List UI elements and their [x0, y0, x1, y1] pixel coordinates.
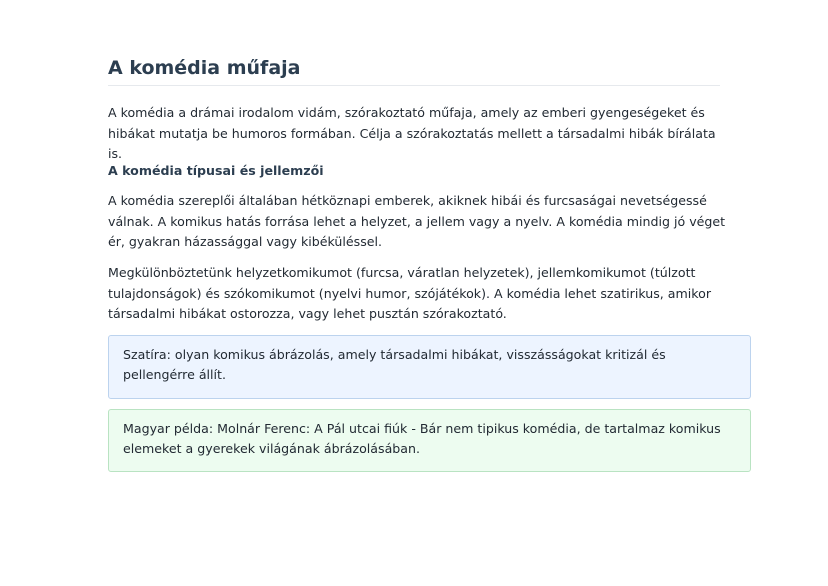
- intro-paragraph: A komédia a drámai irodalom vidám, szórakoztató műfaja, amely az emberi gyengeségeket és hibákat mutatja be humoros formában. Célja a szórakoztatás mellett a társadalmi hibák bírálata is.: [108, 105, 716, 161]
- section-heading: A komédia típusai és jellemzői: [108, 163, 324, 178]
- body-paragraph-characters: A komédia szereplői általában hétköznapi emberek, akiknek hibái és furcsaságai nevetségessé válnak. A komikus hatás forrása lehet a helyzet, a jellem vagy a nyelv. A komédia mindig jó véget ér, gyakran házassággal vagy kibéküléssel.: [108, 193, 726, 249]
- article: [108, 52, 751, 456]
- body-paragraph-types: Megkülönböztetünk helyzetkomikumot (furcsa, váratlan helyzetek), jellemkomikumot (túlzott tulajdonságok) és szókomikumot (nyelvi humor, szójátékok). A komédia lehet szatirikus, amikor társadalmi hibákat ostorozza, vagy lehet pusztán szórakoztató.: [108, 265, 712, 321]
- definition-text: Szatíra: olyan komikus ábrázolás, amely társadalmi hibákat, visszásságokat kritizál és pellengérre állít.: [123, 347, 666, 382]
- example-callout: [108, 409, 751, 472]
- page-title: A komédia műfaja: [108, 52, 720, 86]
- example-text: Magyar példa: Molnár Ferenc: A Pál utcai fiúk - Bár nem tipikus komédia, de tartalmaz komikus elemeket a gyerekek világának ábrázolásában.: [123, 421, 721, 456]
- definition-callout: [108, 335, 751, 399]
